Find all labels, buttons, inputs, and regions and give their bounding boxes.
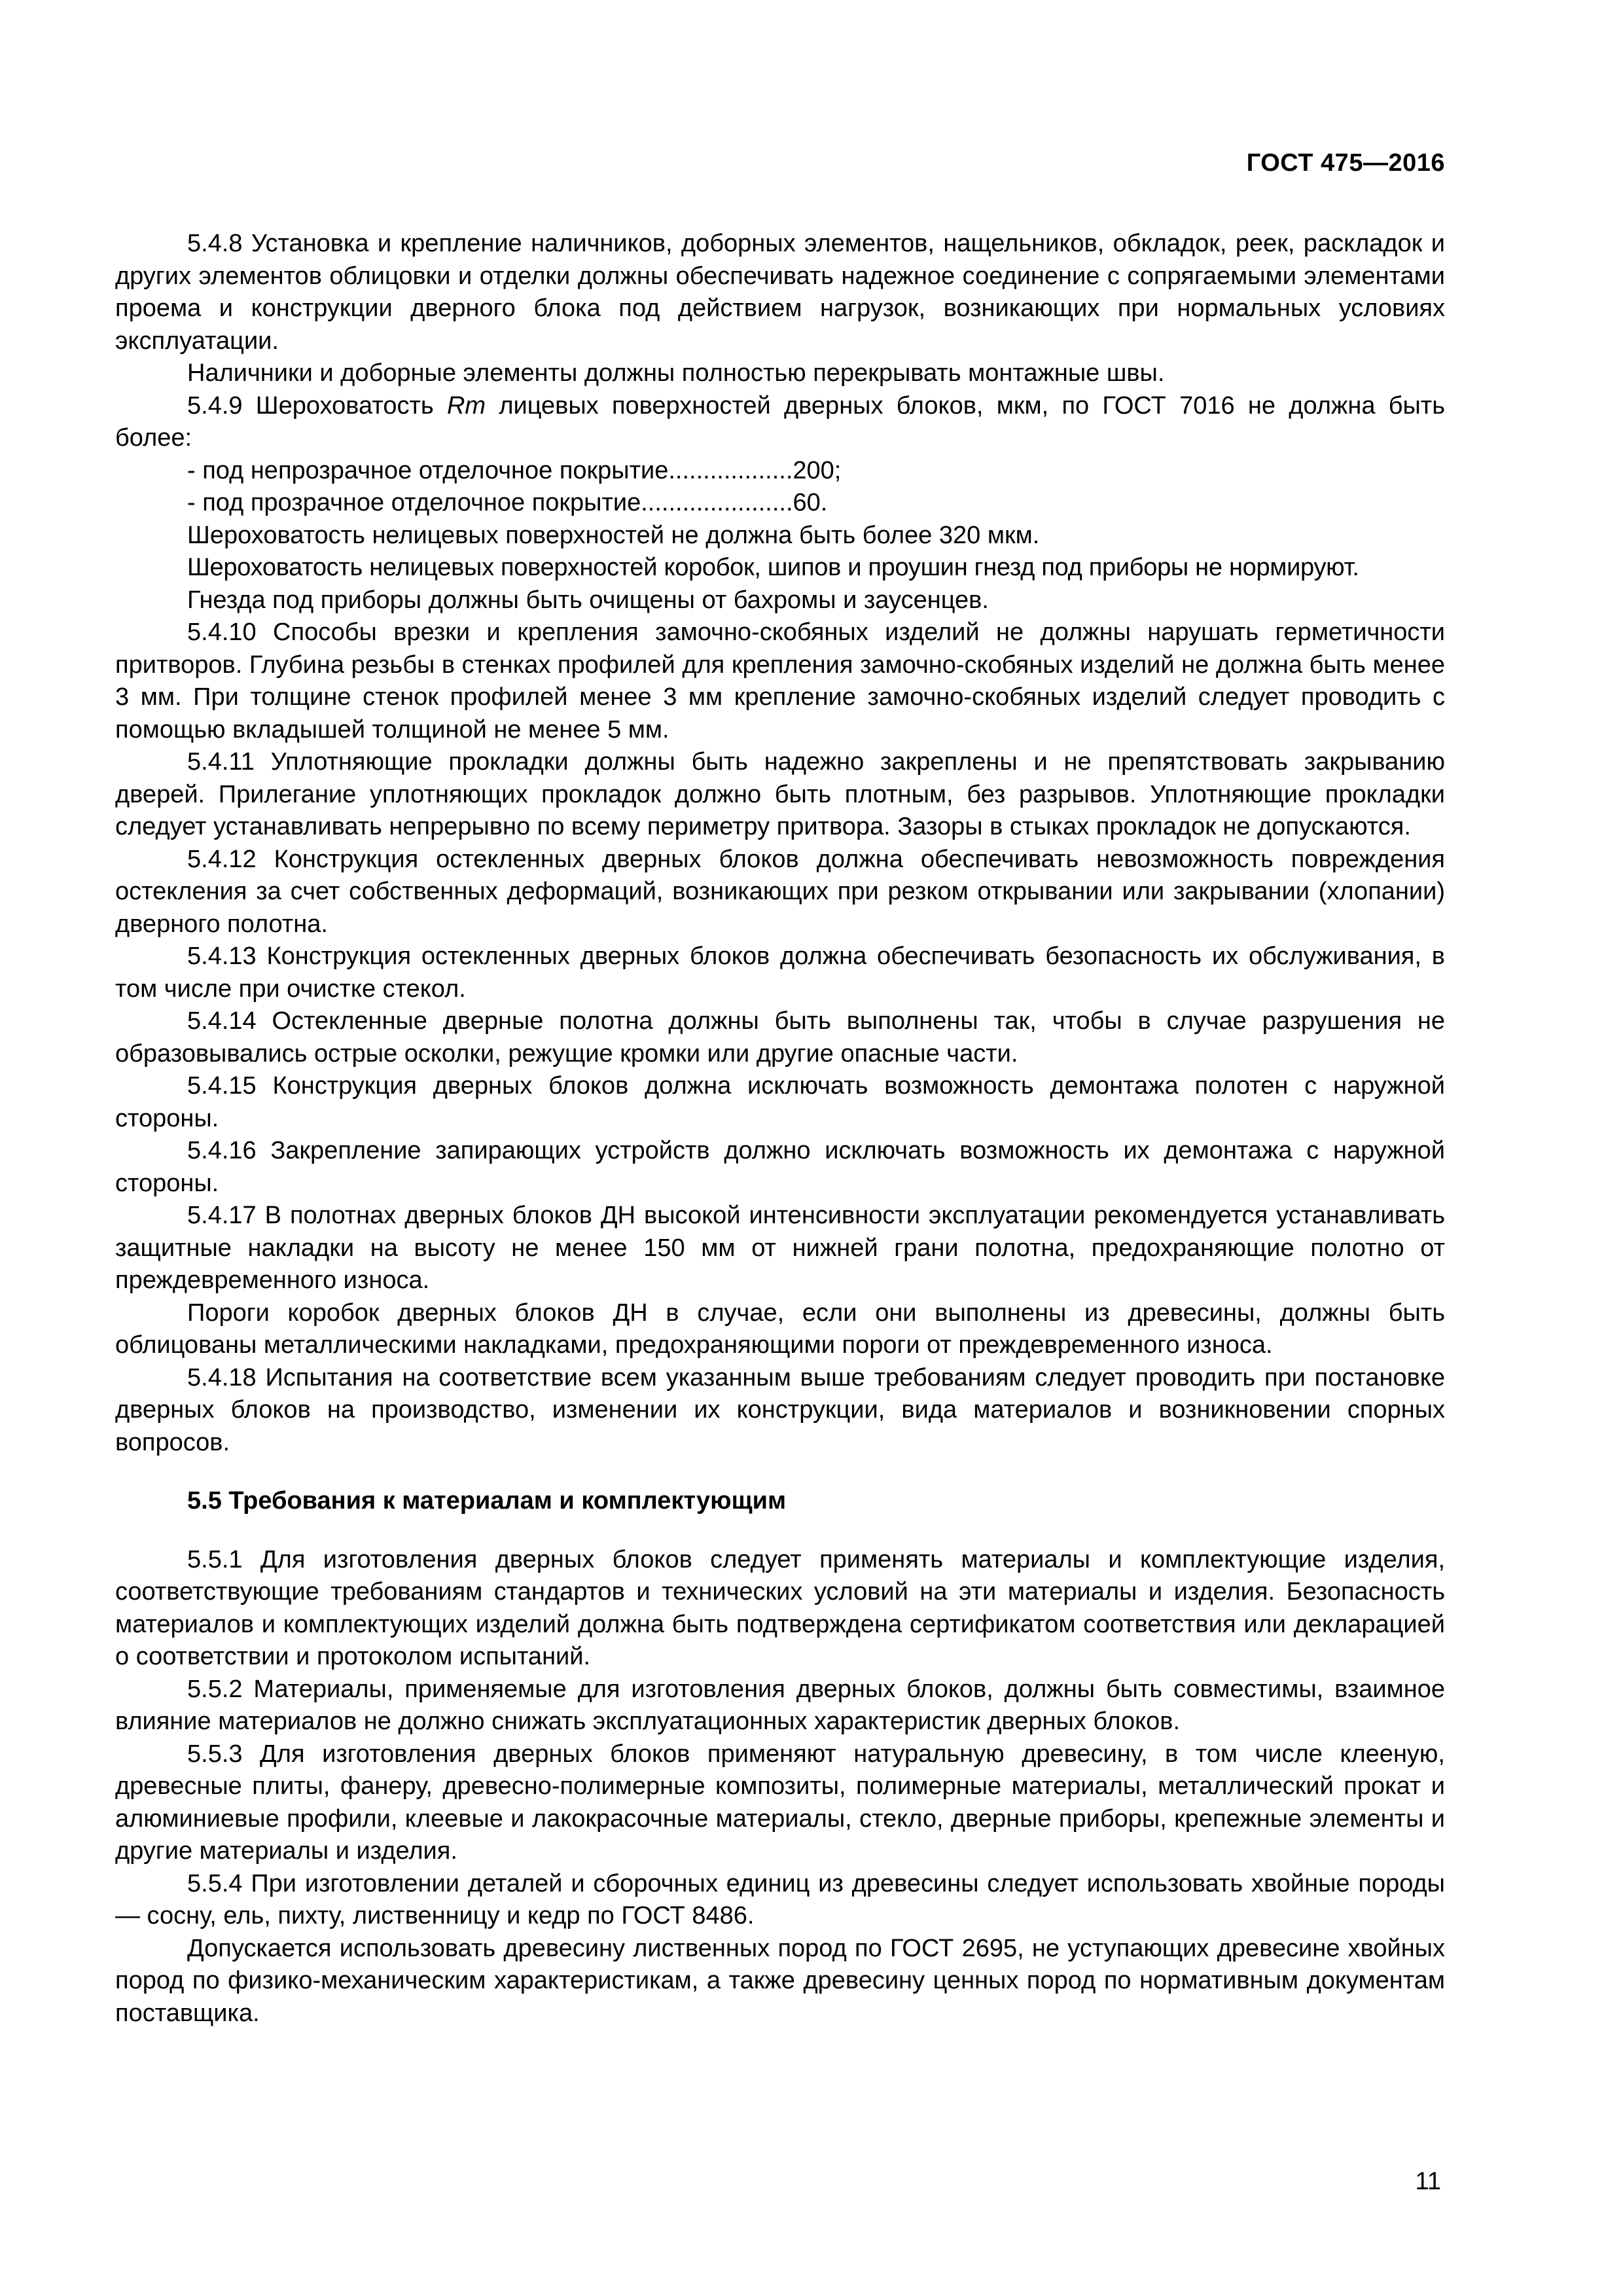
paragraph-hardwood-allowed: Допускается использовать древесину лиственных пород по ГОСТ 2695, не уступающих древесине хвойных пород по физико-механическим характеристикам, а также древесину ценных пород по нормативным документам поставщика. bbox=[115, 1934, 1445, 2027]
document-code: ГОСТ 475—2016 bbox=[1246, 149, 1445, 177]
paragraph-5-4-11: 5.4.11 Уплотняющие прокладки должны быть надежно закреплены и не препятствовать закрыванию дверей. Прилегание уплотняющих прокладок должно быть плотным, без разрывов. Уплотняющие прокладки следует устанавливать непрерывно по всему периметру притвора. Зазоры в стыках прокладок не допускаются. bbox=[115, 748, 1445, 840]
paragraph-5-4-10: 5.4.10 Способы врезки и крепления замочно-скобяных изделий не должны нарушать герметичности притворов. Глубина резьбы в стенках профилей для крепления замочно-скобяных изделий не должна быть менее 3 мм. При толщине стенок профилей менее 3 мм крепление замочно-скобяных изделий следует проводить с помощью вкладышей толщиной не менее 5 мм. bbox=[115, 619, 1445, 744]
section-heading-5-5: 5.5 Требования к материалам и комплектующим bbox=[187, 1487, 787, 1515]
roughness-symbol: Rm bbox=[446, 391, 486, 420]
paragraph-thresholds: Пороги коробок дверных блоков ДН в случае, если они выполнены из древесины, должны быть облицованы металлическими накладками, предохраняющими пороги от преждевременного износа. bbox=[115, 1299, 1445, 1359]
paragraph-5-4-17: 5.4.17 В полотнах дверных блоков ДН высокой интенсивности эксплуатации рекомендуется устанавливать защитные накладки на высоту не менее 150 мм от нижней грани полотна, предохраняющие полотно от преждевременного износа. bbox=[115, 1202, 1445, 1294]
paragraph-casings-note: Наличники и доборные элементы должны полностью перекрывать монтажные швы. bbox=[187, 359, 1165, 387]
paragraph-5-4-8: 5.4.8 Установка и крепление наличников, доборных элементов, нащельников, обкладок, реек, раскладок и других элементов облицовки и отделки должны обеспечивать надежное соединение с сопрягаемыми элементами проема и конструкции дверного блока под действием нагрузок, возникающих при нормальных условиях эксплуатации. bbox=[115, 230, 1445, 355]
paragraph-5-4-18: 5.4.18 Испытания на соответствие всем указанным выше требованиям следует проводить при постановке дверных блоков на производство, изменении их конструкции, вида материалов и возникновении спорных вопросов. bbox=[115, 1363, 1445, 1456]
paragraph-5-5-3: 5.5.3 Для изготовления дверных блоков применяют натуральную древесину, в том числе клееную, древесные плиты, фанеру, древесно-полимерные композиты, полимерные материалы, металлический прокат и алюминиевые профили, клеевые и лакокрасочные материалы, стекло, дверные приборы, крепежные элементы и другие материалы и изделия. bbox=[115, 1740, 1445, 1865]
paragraph-5-5-1: 5.5.1 Для изготовления дверных блоков следует применять материалы и комплектующие изделия, соответствующие требованиям стандартов и технических условий на эти материалы и изделия. Безопасность материалов и комплектующих изделий должна быть подтверждена сертификатом соответствия или декларацией о соответствии и протоколом испытаний. bbox=[115, 1545, 1445, 1670]
page-number: 11 bbox=[1415, 2168, 1441, 2195]
paragraph-5-5-2: 5.5.2 Материалы, применяемые для изготовления дверных блоков, должны быть совместимы, взаимное влияние материалов не должно снижать эксплуатационных характеристик дверных блоков. bbox=[115, 1675, 1445, 1735]
paragraph-5-4-14: 5.4.14 Остекленные дверные полотна должны быть выполнены так, чтобы в случае разрушения не образовывались острые осколки, режущие кромки или другие опасные части. bbox=[115, 1007, 1445, 1067]
paragraph-nonface-roughness: Шероховатость нелицевых поверхностей не должна быть более 320 мкм. bbox=[187, 521, 1040, 549]
document-body bbox=[115, 228, 1445, 2030]
roughness-prefix: 5.4.9 Шероховатость bbox=[187, 391, 447, 420]
paragraph-5-4-13: 5.4.13 Конструкция остекленных дверных блоков должна обеспечивать безопасность их обслуживания, в том числе при очистке стекол. bbox=[115, 942, 1445, 1003]
list-item: - под непрозрачное отделочное покрытие..................200; bbox=[187, 456, 842, 484]
paragraph-5-4-16: 5.4.16 Закрепление запирающих устройств должно исключать возможность их демонтажа с наружной стороны. bbox=[115, 1137, 1445, 1197]
paragraph-5-5-4: 5.5.4 При изготовлении деталей и сборочных единиц из древесины следует использовать хвойные породы — сосну, ель, пихту, лиственницу и кедр по ГОСТ 8486. bbox=[115, 1869, 1445, 1929]
roughness-suffix: лицевых поверхностей дверных блоков, мкм, по ГОСТ 7016 не должна быть более: bbox=[115, 391, 1445, 452]
paragraph-5-4-12: 5.4.12 Конструкция остекленных дверных блоков должна обеспечивать невозможность повреждения остекления за счет собственных деформаций, возникающих при резком открывании или закрывании (хлопании) дверного полотна. bbox=[115, 845, 1445, 938]
paragraph-nonface-not-regulated: Шероховатость нелицевых поверхностей коробок, шипов и проушин гнезд под приборы не нормируют. bbox=[187, 554, 1359, 581]
paragraph-sockets-cleaned: Гнезда под приборы должны быть очищены от бахромы и заусенцев. bbox=[187, 586, 989, 614]
list-item: - под прозрачное отделочное покрытие......................60. bbox=[187, 489, 828, 516]
paragraph-5-4-15: 5.4.15 Конструкция дверных блоков должна исключать возможность демонтажа полотен с наружной стороны. bbox=[115, 1072, 1445, 1132]
paragraph-5-4-9 bbox=[115, 390, 1445, 455]
